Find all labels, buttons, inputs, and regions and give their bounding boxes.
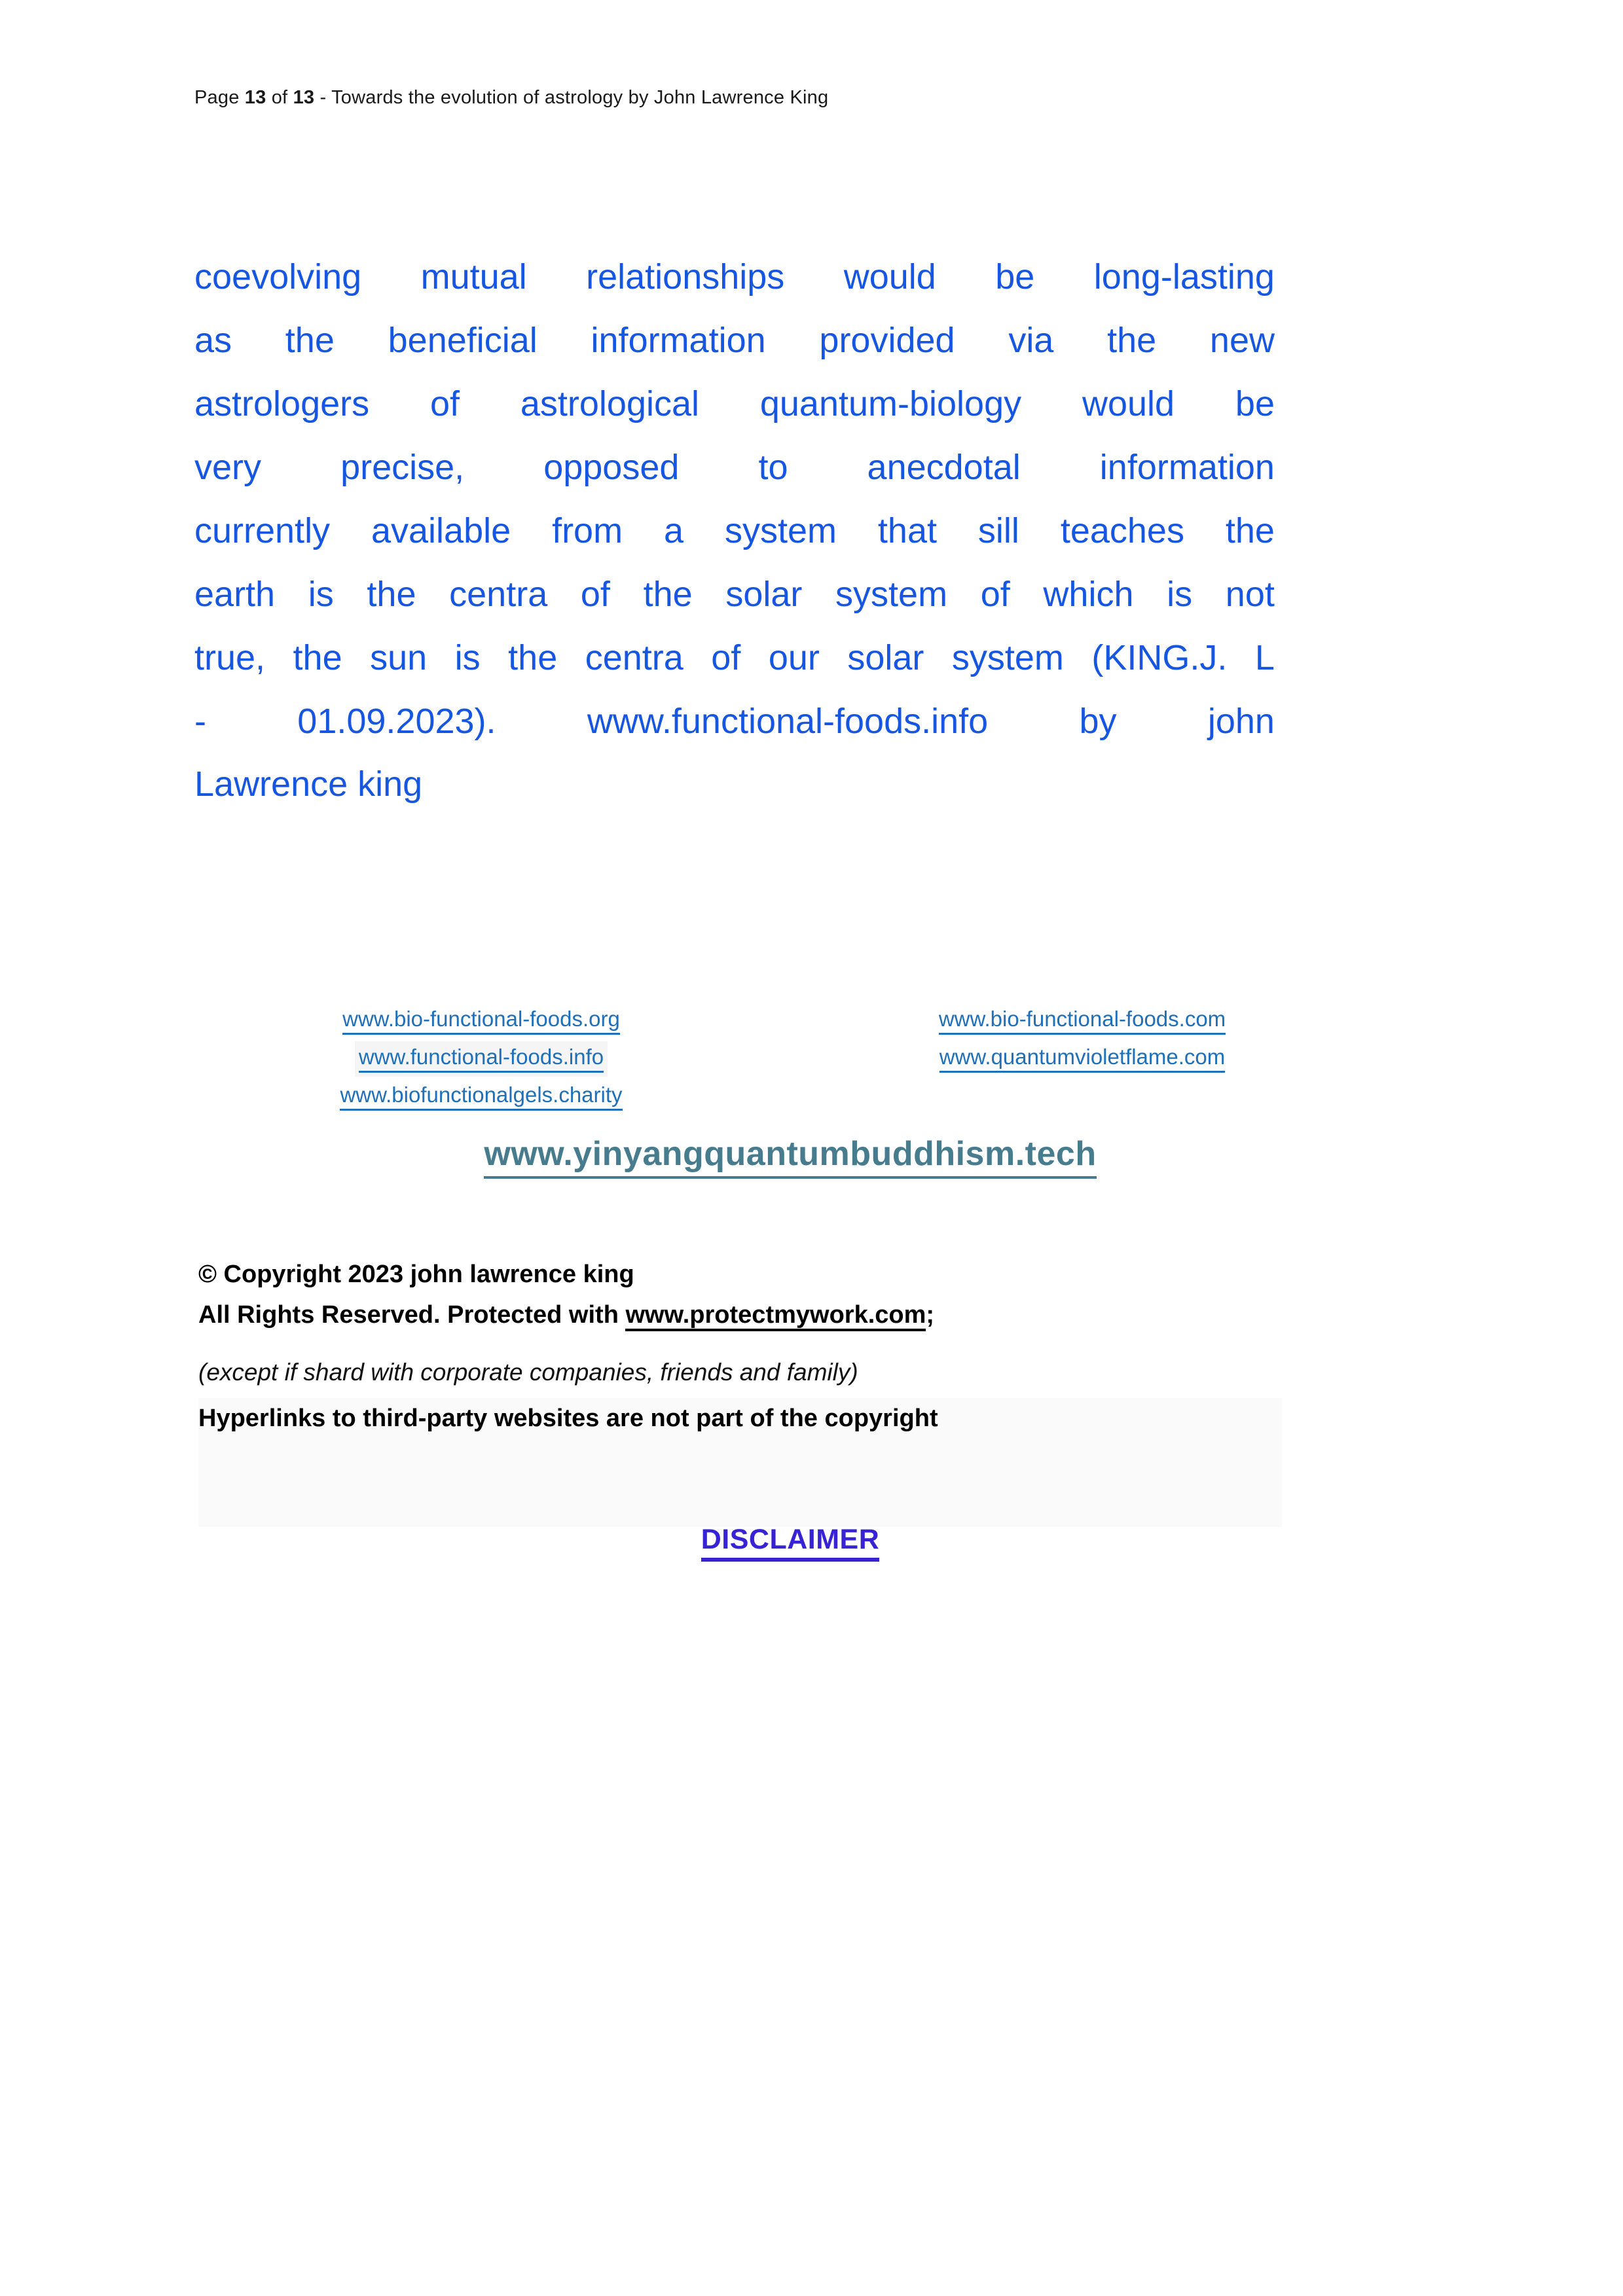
link-row	[820, 1040, 1344, 1078]
copyright-exception-note: (except if shard with corporate companies, friends and family)	[198, 1359, 858, 1386]
link-row	[820, 1002, 1344, 1040]
rights-reserved-line	[198, 1301, 934, 1329]
link-row	[223, 1078, 740, 1116]
link-www-quantumvioletflame-com[interactable]: www.quantumvioletflame.com	[939, 1045, 1226, 1073]
paragraph-line: very precise, opposed to anecdotal information	[194, 447, 1275, 487]
paragraph-line: currently available from a system that sill teaches the	[194, 511, 1275, 550]
big-link-row	[194, 1134, 1386, 1174]
main-paragraph	[194, 245, 1275, 816]
paragraph-line: as the beneficial information provided via the new	[194, 320, 1275, 360]
rights-reserved-semicolon: ;	[926, 1301, 935, 1329]
page-header-segment: of	[266, 87, 293, 108]
paragraph-line: astrologers of astrological quantum-biology would be	[194, 384, 1275, 423]
link-www-bio-functional-foods-com[interactable]: www.bio-functional-foods.com	[939, 1007, 1226, 1035]
hyperlinks-copyright-note: Hyperlinks to third-party websites are not part of the copyright	[198, 1405, 938, 1432]
page-header	[194, 87, 828, 109]
link-row	[223, 1002, 740, 1040]
page-header-segment: 13	[293, 87, 315, 108]
copyright-line: © Copyright 2023 john lawrence king	[198, 1261, 634, 1288]
disclaimer-link[interactable]: DISCLAIMER	[701, 1524, 880, 1562]
page-header-segment: 13	[244, 87, 266, 108]
links-right-column	[820, 1002, 1344, 1078]
rights-reserved-text: All Rights Reserved. Protected with	[198, 1301, 626, 1329]
paragraph-line: Lawrence king	[194, 764, 423, 804]
link-protectmywork-com[interactable]: www.protectmywork.com	[625, 1301, 926, 1331]
paragraph-line: earth is the centra of the solar system of which is not	[194, 574, 1275, 614]
link-www-bio-functional-foods-org[interactable]: www.bio-functional-foods.org	[342, 1007, 620, 1035]
link-yinyangquantumbuddhism-tech[interactable]: www.yinyangquantumbuddhism.tech	[484, 1135, 1096, 1179]
link-www-biofunctionalgels-charity[interactable]: www.biofunctionalgels.charity	[340, 1083, 622, 1111]
paragraph-line: true, the sun is the centra of our solar system (KING.J. L	[194, 637, 1275, 677]
paragraph-line: coevolving mutual relationships would be long-lasting	[194, 257, 1275, 296]
links-left-column	[223, 1002, 740, 1116]
disclaimer-row	[194, 1524, 1386, 1556]
paragraph-line: - 01.09.2023). www.functional-foods.info by john	[194, 701, 1275, 741]
page-header-segment: - Towards the evolution of astrology by John Lawrence King	[314, 87, 829, 108]
link-www-functional-foods-info[interactable]: www.functional-foods.info	[359, 1045, 604, 1073]
page-header-segment: Page	[194, 87, 245, 108]
link-row	[223, 1040, 740, 1078]
